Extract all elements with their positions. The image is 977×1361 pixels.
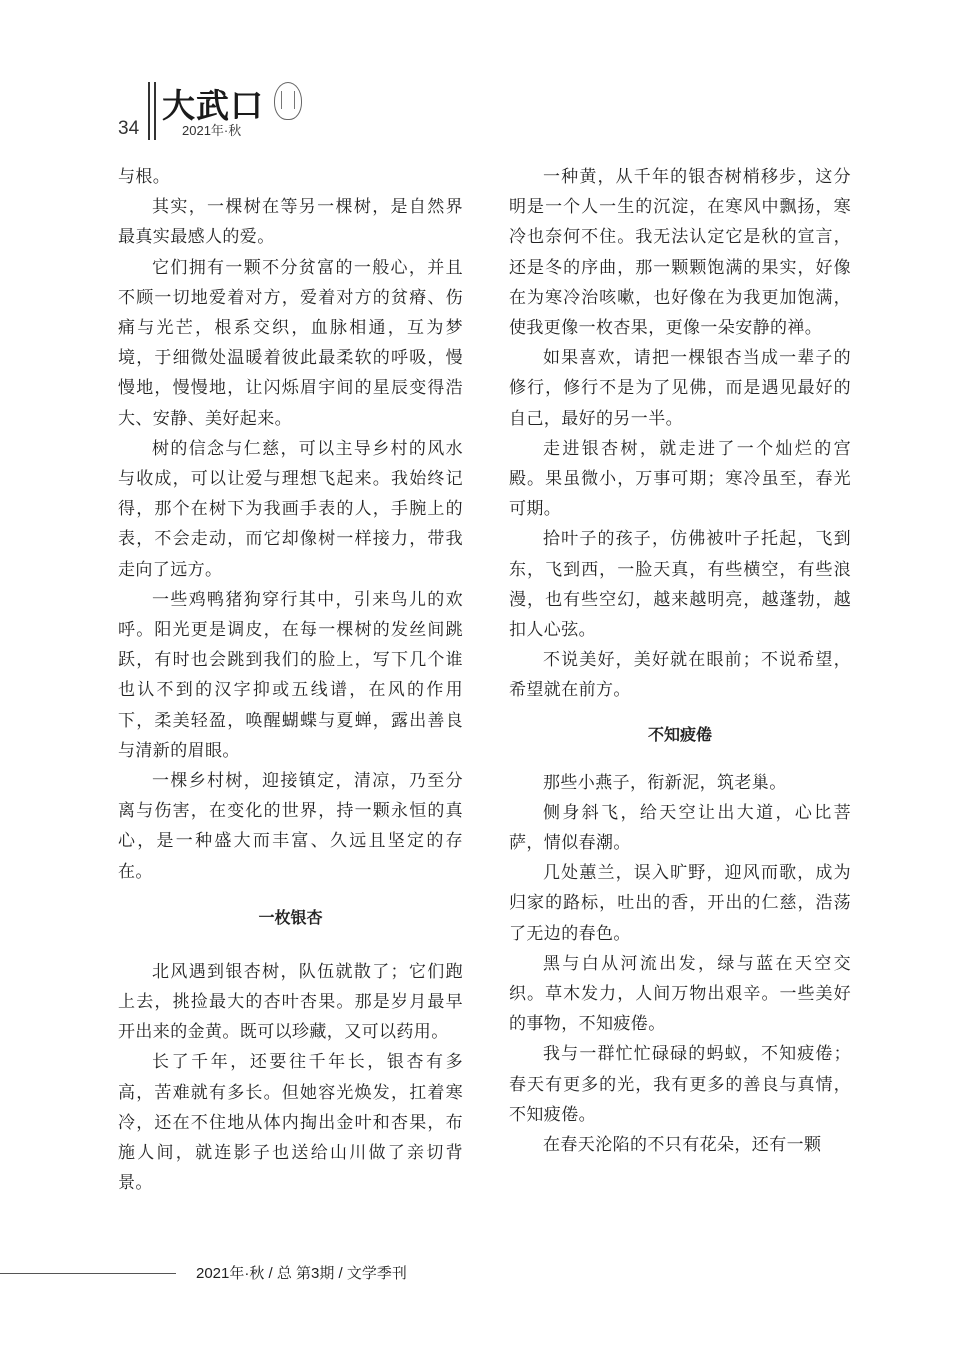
paragraph: 拾叶子的孩子，仿佛被叶子托起，飞到东，飞到西，一脸天真，有些横空，有些浪漫，也有些空幻，越来越明亮，越蓬勃，越扣人心弦。 <box>509 529 851 641</box>
paragraph: 在春天沦陷的不只有花朵，还有一颗 <box>543 1135 822 1156</box>
seal-logo-icon <box>274 82 302 120</box>
paragraph: 那些小燕子，衔新泥，筑老巢。 <box>543 772 787 793</box>
paragraph: 其实，一棵树在等另一棵树，是自然界最真实最感人的爱。 <box>118 197 463 248</box>
right-column <box>509 162 851 1160</box>
section-title-ginkgo: 一枚银杏 <box>258 909 323 927</box>
paragraph: 几处蕙兰，误入旷野，迎风而歌，成为归家的路标，吐出的香，开出的仁慈，浩荡了无边的春色。 <box>509 863 851 944</box>
paragraph: 侧身斜飞，给天空让出大道，心比菩萨，情似春潮。 <box>509 802 851 854</box>
page-number: 34 <box>118 118 140 139</box>
footer-rule <box>0 1273 176 1274</box>
paragraph: 如果喜欢，请把一棵银杏当成一辈子的修行，修行不是为了见佛，而是遇见最好的自己，最好的另一半。 <box>509 348 851 429</box>
header-divider <box>148 82 150 140</box>
paragraph: 北风遇到银杏树，队伍就散了；它们跑上去，挑捡最大的杏叶杏果。那是岁月最早开出来的金黄。既可以珍藏，又可以药用。 <box>118 961 463 1043</box>
paragraph: 一些鸡鸭猪狗穿行其中，引来鸟儿的欢呼。阳光更是调皮，在每一棵树的发丝间跳跃，有时也会跳到我们的脸上，写下几个谁也认不到的汉字抑或五线谱，在风的作用下，柔美轻盈，唤醒蝴蝶与夏蝉，露出善良与清新的眉眼。 <box>118 589 463 761</box>
paragraph: 我与一群忙忙碌碌的蚂蚁，不知疲倦；春天有更多的光，我有更多的善良与真情，不知疲倦。 <box>509 1044 851 1125</box>
paragraph: 一棵乡村树，迎接镇定，清凉，乃至分离与伤害，在变化的世界，持一颗永恒的真心，是一种盛大而丰富、久远且坚定的存在。 <box>118 771 463 882</box>
issue-label: 2021年·秋 <box>182 123 242 138</box>
paragraph: 黑与白从河流出发，绿与蓝在天空交织。草木发力，人间万物出艰辛。一些美好的事物，不知疲倦。 <box>509 953 851 1035</box>
paragraph: 不说美好，美好就在眼前；不说希望，希望就在前方。 <box>509 650 851 701</box>
section-title-tireless: 不知疲倦 <box>647 726 712 744</box>
paragraph: 一种黄，从千年的银杏树梢移步，这分明是一个人一生的沉淀，在寒风中飘扬，寒冷也奈何不住。我无法认定它是秋的宣言，还是冬的序曲，那一颗颗饱满的果实，好像在为寒冷治咳嗽，也好像在为我更加饱满，使我更像一枚杏果，更像一朵安静的禅。 <box>509 167 851 339</box>
header-divider-2 <box>154 82 156 140</box>
paragraph: 与根。 <box>118 167 171 187</box>
left-column <box>118 162 463 1199</box>
paragraph: 树的信念与仁慈，可以主导乡村的风水与收成，可以让爱与理想飞起来。我始终记得，那个在树下为我画手表的人，手腕上的表，不会走动，而它却像树一样接力，带我走向了远方。 <box>118 438 463 580</box>
paragraph: 长了千年，还要往千年长，银杏有多高，苦难就有多长。但她容光焕发，扛着寒冷，还在不住地从体内掏出金叶和杏果，布施人间，就连影子也送给山川做了亲切背景。 <box>118 1052 463 1194</box>
paragraph: 走进银杏树，就走进了一个灿烂的宫殿。果虽微小，万事可期；寒冷虽至，春光可期。 <box>509 438 851 520</box>
paragraph: 它们拥有一颗不分贫富的一般心，并且不顾一切地爱着对方，爱着对方的贫瘠、伤痛与光芒，根系交织，血脉相通，互为梦境，于细微处温暖着彼此最柔软的呼吸，慢慢地，慢慢地，让闪烁眉宇间的星辰变得浩大、安静、美好起来。 <box>118 257 463 429</box>
page-footer: 2021年·秋 / 总 第3期 / 文学季刊 <box>196 1265 407 1282</box>
magazine-title: 大武口 <box>162 86 264 125</box>
